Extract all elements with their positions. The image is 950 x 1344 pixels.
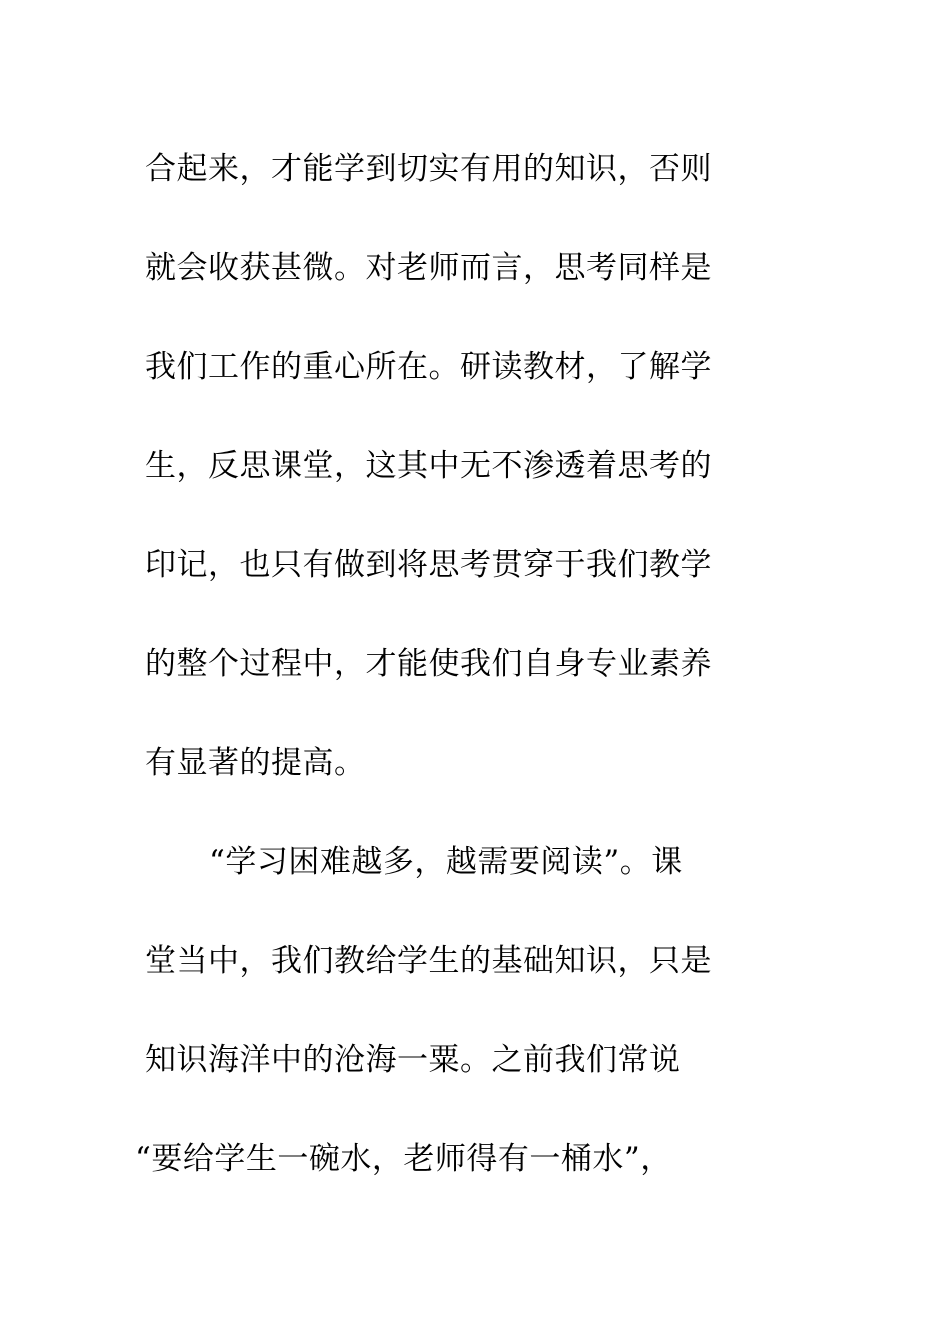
text-line: 的整个过程中，才能使我们自身专业素养 (145, 646, 712, 682)
text-line: 生，反思课堂，这其中无不渗透着思考的 (145, 448, 712, 484)
text-line: 就会收获甚微。对老师而言，思考同样是 (145, 250, 712, 286)
text-line: “学习困难越多，越需要阅读”。课 (209, 844, 683, 880)
text-line: 我们工作的重心所在。研读教材，了解学 (145, 349, 712, 385)
text-line: 有显著的提高。 (145, 745, 366, 781)
text-line: 知识海洋中的沧海一粟。之前我们常说 (145, 1042, 681, 1078)
text-line: 堂当中，我们教给学生的基础知识，只是 (145, 943, 712, 979)
paragraph-1 (145, 120, 785, 813)
text-line: “要给学生一碗水，老师得有一桶水”， (135, 1141, 672, 1177)
document-body (135, 120, 785, 1209)
paragraph-2 (135, 813, 785, 1209)
text-line: 合起来，才能学到切实有用的知识，否则 (145, 151, 712, 187)
text-line: 印记，也只有做到将思考贯穿于我们教学 (145, 547, 712, 583)
